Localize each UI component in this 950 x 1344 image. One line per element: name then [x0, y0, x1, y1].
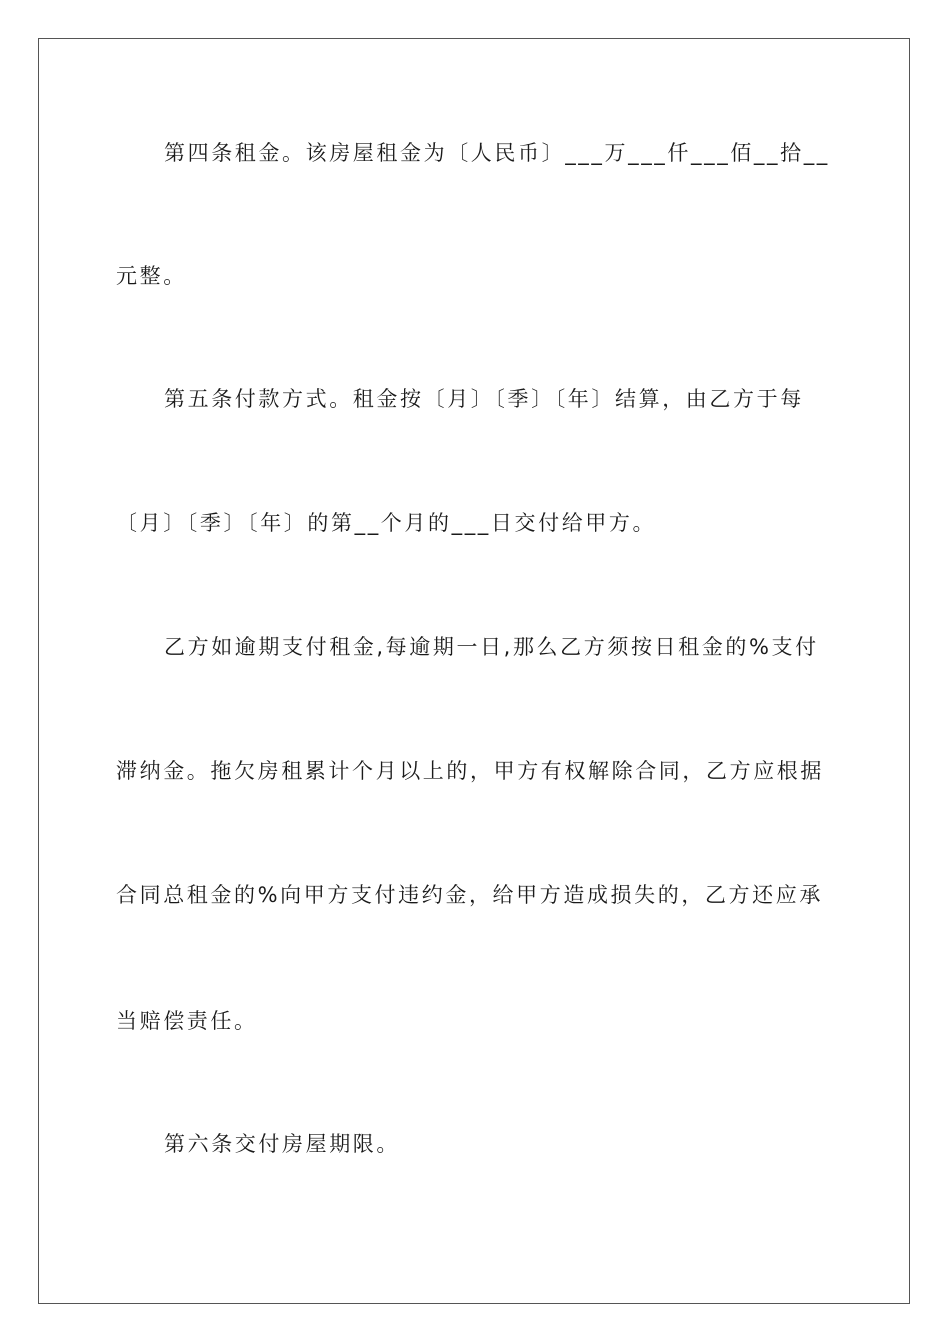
clause-5-line-1: 第五条付款方式。租金按〔月〕〔季〕〔年〕结算，由乙方于每	[164, 387, 804, 411]
clause-4-line-2: 元整。	[116, 264, 187, 288]
page-border	[38, 38, 910, 1304]
clause-6-heading: 第六条交付房屋期限。	[164, 1132, 400, 1156]
late-payment-line-1: 乙方如逾期支付租金,每逾期一日,那么乙方须按日租金的%支付	[164, 635, 819, 659]
late-payment-line-4: 当赔偿责任。	[116, 1009, 258, 1033]
late-payment-line-2: 滞纳金。拖欠房租累计个月以上的，甲方有权解除合同，乙方应根据	[116, 759, 824, 783]
clause-5-line-2: 〔月〕〔季〕〔年〕的第__个月的___日交付给甲方。	[116, 511, 657, 535]
late-payment-line-3: 合同总租金的%向甲方支付违约金，给甲方造成损失的，乙方还应承	[116, 883, 823, 907]
clause-4-line-1: 第四条租金。该房屋租金为〔人民币〕___万___仟___佰__拾__	[164, 141, 830, 165]
